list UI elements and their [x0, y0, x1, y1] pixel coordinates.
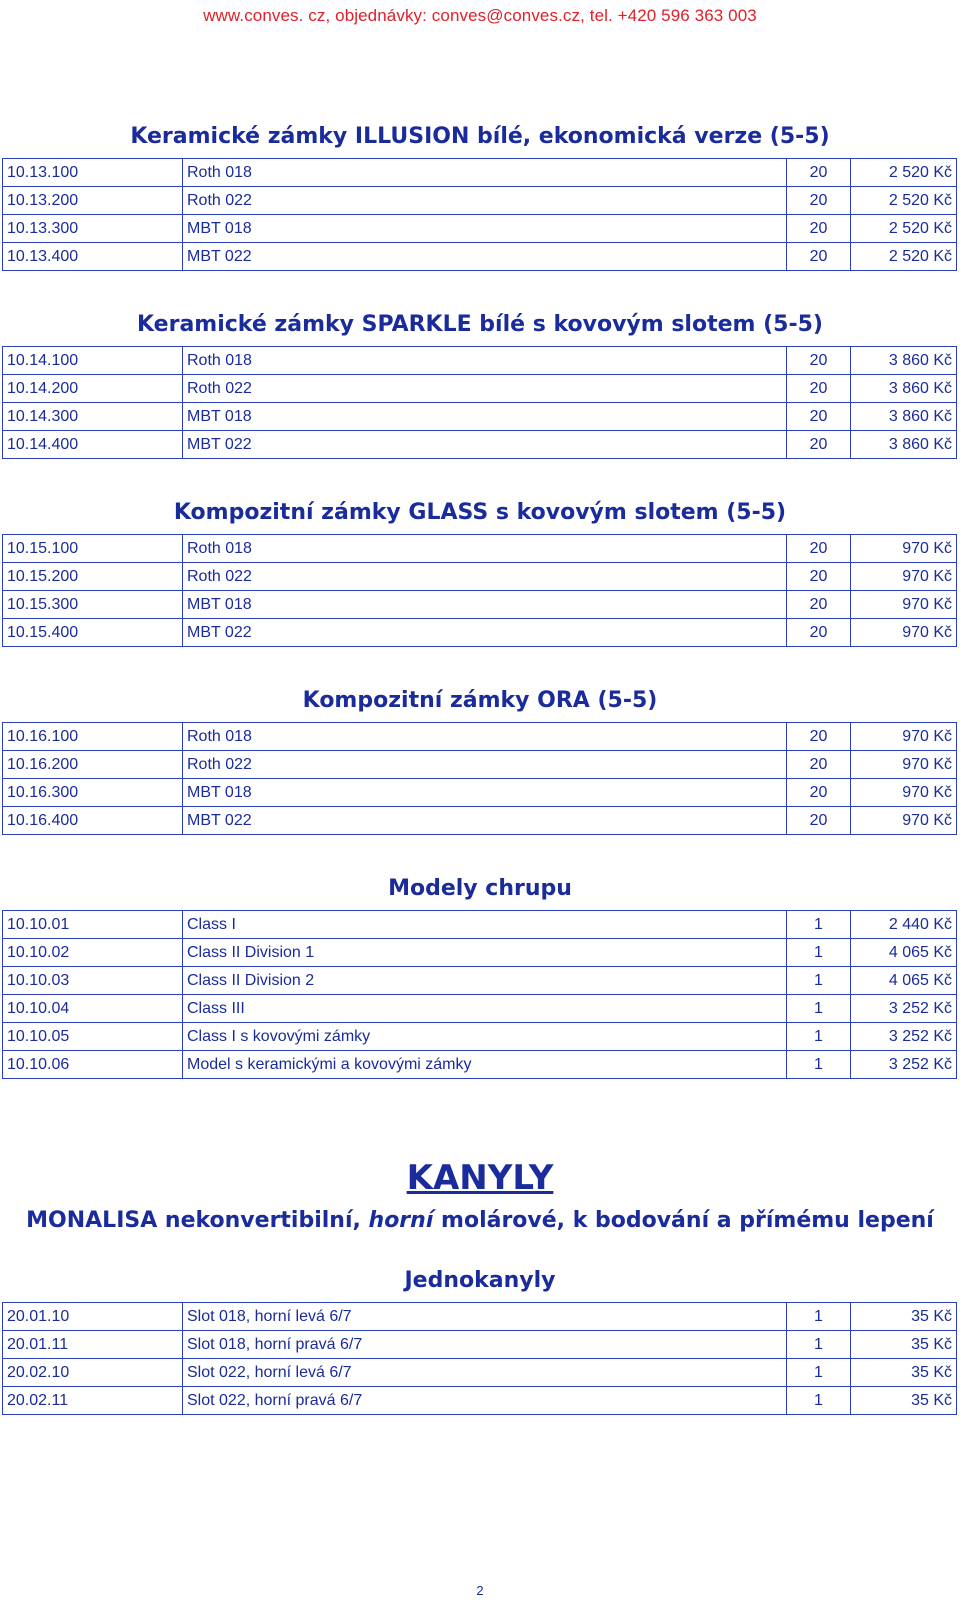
item-code: 10.15.200	[3, 563, 183, 591]
table-row	[3, 751, 957, 779]
item-description: Roth 022	[183, 563, 787, 591]
item-quantity: 20	[787, 347, 851, 375]
item-quantity: 1	[787, 1303, 851, 1331]
item-price: 2 520 Kč	[851, 159, 957, 187]
item-price: 970 Kč	[851, 535, 957, 563]
item-description: Slot 018, horní levá 6/7	[183, 1303, 787, 1331]
table-row	[3, 619, 957, 647]
item-description: Slot 018, horní pravá 6/7	[183, 1331, 787, 1359]
item-description: MBT 022	[183, 431, 787, 459]
item-code: 10.15.300	[3, 591, 183, 619]
item-code: 10.14.200	[3, 375, 183, 403]
contact-header: www.conves. cz, objednávky: conves@conves.cz, tel. +420 596 363 003	[203, 6, 757, 25]
item-description: MBT 018	[183, 779, 787, 807]
item-quantity: 20	[787, 243, 851, 271]
table-row	[3, 347, 957, 375]
item-price: 3 860 Kč	[851, 403, 957, 431]
item-code: 20.02.11	[3, 1387, 183, 1415]
item-code: 10.10.03	[3, 967, 183, 995]
item-quantity: 1	[787, 967, 851, 995]
kanyly-title: KANYLY	[406, 1158, 554, 1198]
item-description: Class I s kovovými zámky	[183, 1023, 787, 1051]
item-code: 10.13.200	[3, 187, 183, 215]
item-quantity: 1	[787, 911, 851, 939]
item-quantity: 20	[787, 723, 851, 751]
item-price: 970 Kč	[851, 563, 957, 591]
section-title-glass: Kompozitní zámky GLASS s kovovým slotem (5-5)	[173, 500, 787, 525]
item-price: 3 860 Kč	[851, 347, 957, 375]
table-row	[3, 995, 957, 1023]
table-row	[3, 1331, 957, 1359]
item-code: 10.16.200	[3, 751, 183, 779]
item-code: 10.14.100	[3, 347, 183, 375]
item-price: 35 Kč	[851, 1387, 957, 1415]
item-quantity: 1	[787, 1023, 851, 1051]
section-title-jednokanyly: Jednokanyly	[404, 1268, 556, 1293]
item-description: MBT 022	[183, 807, 787, 835]
item-price: 3 860 Kč	[851, 431, 957, 459]
item-price: 2 520 Kč	[851, 243, 957, 271]
item-quantity: 20	[787, 563, 851, 591]
item-quantity: 20	[787, 215, 851, 243]
item-price: 970 Kč	[851, 619, 957, 647]
table-row	[3, 723, 957, 751]
table-row	[3, 1303, 957, 1331]
item-quantity: 20	[787, 591, 851, 619]
item-description: Class II Division 2	[183, 967, 787, 995]
item-quantity: 1	[787, 1051, 851, 1079]
item-description: Model s keramickými a kovovými zámky	[183, 1051, 787, 1079]
price-table-glass	[2, 534, 957, 647]
table-row	[3, 807, 957, 835]
item-price: 2 520 Kč	[851, 215, 957, 243]
item-description: Slot 022, horní levá 6/7	[183, 1359, 787, 1387]
item-price: 3 860 Kč	[851, 375, 957, 403]
item-price: 970 Kč	[851, 591, 957, 619]
table-row	[3, 535, 957, 563]
item-code: 10.13.400	[3, 243, 183, 271]
item-code: 10.16.400	[3, 807, 183, 835]
item-description: MBT 018	[183, 591, 787, 619]
section-title-models: Modely chrupu	[388, 876, 572, 901]
item-price: 3 252 Kč	[851, 1051, 957, 1079]
item-description: Roth 022	[183, 751, 787, 779]
item-price: 35 Kč	[851, 1303, 957, 1331]
item-quantity: 20	[787, 619, 851, 647]
item-price: 2 520 Kč	[851, 187, 957, 215]
item-price: 970 Kč	[851, 723, 957, 751]
section-title-sparkle: Keramické zámky SPARKLE bílé s kovovým slotem (5-5)	[137, 312, 823, 337]
section-title-illusion: Keramické zámky ILLUSION bílé, ekonomická verze (5-5)	[130, 124, 830, 149]
table-row	[3, 159, 957, 187]
table-row	[3, 911, 957, 939]
item-code: 20.01.11	[3, 1331, 183, 1359]
table-row	[3, 779, 957, 807]
item-description: MBT 018	[183, 403, 787, 431]
item-code: 20.01.10	[3, 1303, 183, 1331]
item-quantity: 20	[787, 807, 851, 835]
item-code: 10.10.06	[3, 1051, 183, 1079]
item-code: 10.15.400	[3, 619, 183, 647]
item-description: Roth 018	[183, 347, 787, 375]
item-code: 10.10.04	[3, 995, 183, 1023]
price-table-ora	[2, 722, 957, 835]
item-description: Roth 018	[183, 535, 787, 563]
kanyly-subtitle-part1: MONALISA nekonvertibilní,	[26, 1208, 369, 1233]
item-code: 10.16.300	[3, 779, 183, 807]
item-code: 10.10.01	[3, 911, 183, 939]
table-row	[3, 375, 957, 403]
item-quantity: 1	[787, 939, 851, 967]
table-row	[3, 563, 957, 591]
table-row	[3, 1359, 957, 1387]
item-price: 4 065 Kč	[851, 967, 957, 995]
item-code: 10.13.300	[3, 215, 183, 243]
item-quantity: 20	[787, 751, 851, 779]
item-description: Class II Division 1	[183, 939, 787, 967]
item-code: 10.14.400	[3, 431, 183, 459]
item-price: 970 Kč	[851, 779, 957, 807]
item-description: MBT 022	[183, 619, 787, 647]
table-row	[3, 1023, 957, 1051]
item-price: 4 065 Kč	[851, 939, 957, 967]
item-quantity: 20	[787, 375, 851, 403]
item-quantity: 20	[787, 431, 851, 459]
price-table-models	[2, 910, 957, 1079]
item-price: 3 252 Kč	[851, 995, 957, 1023]
page-number: 2	[476, 1583, 484, 1598]
item-description: Roth 022	[183, 187, 787, 215]
item-description: Class I	[183, 911, 787, 939]
table-row	[3, 215, 957, 243]
item-quantity: 1	[787, 1359, 851, 1387]
kanyly-subtitle	[0, 1208, 960, 1233]
price-table-illusion	[2, 158, 957, 271]
table-row	[3, 187, 957, 215]
item-price: 35 Kč	[851, 1359, 957, 1387]
item-quantity: 1	[787, 1331, 851, 1359]
table-row	[3, 939, 957, 967]
item-quantity: 20	[787, 159, 851, 187]
item-price: 970 Kč	[851, 807, 957, 835]
price-table-jednokanyly	[2, 1302, 957, 1415]
item-price: 970 Kč	[851, 751, 957, 779]
table-row	[3, 591, 957, 619]
item-code: 10.13.100	[3, 159, 183, 187]
table-row	[3, 1051, 957, 1079]
table-row	[3, 967, 957, 995]
item-quantity: 20	[787, 187, 851, 215]
item-description: Roth 018	[183, 159, 787, 187]
section-title-ora: Kompozitní zámky ORA (5-5)	[302, 688, 658, 713]
kanyly-subtitle-italic: horní	[368, 1208, 434, 1233]
item-code: 20.02.10	[3, 1359, 183, 1387]
item-price: 3 252 Kč	[851, 1023, 957, 1051]
item-quantity: 20	[787, 779, 851, 807]
item-price: 35 Kč	[851, 1331, 957, 1359]
item-price: 2 440 Kč	[851, 911, 957, 939]
item-quantity: 20	[787, 403, 851, 431]
item-code: 10.15.100	[3, 535, 183, 563]
item-code: 10.16.100	[3, 723, 183, 751]
item-description: Slot 022, horní pravá 6/7	[183, 1387, 787, 1415]
item-description: Roth 022	[183, 375, 787, 403]
item-description: Class III	[183, 995, 787, 1023]
kanyly-subtitle-part2: molárové, k bodování a přímému lepení	[433, 1208, 934, 1233]
item-quantity: 1	[787, 1387, 851, 1415]
item-quantity: 20	[787, 535, 851, 563]
table-row	[3, 403, 957, 431]
table-row	[3, 1387, 957, 1415]
price-table-sparkle	[2, 346, 957, 459]
item-description: MBT 018	[183, 215, 787, 243]
item-code: 10.10.02	[3, 939, 183, 967]
item-quantity: 1	[787, 995, 851, 1023]
item-description: Roth 018	[183, 723, 787, 751]
item-code: 10.14.300	[3, 403, 183, 431]
item-code: 10.10.05	[3, 1023, 183, 1051]
item-description: MBT 022	[183, 243, 787, 271]
table-row	[3, 243, 957, 271]
table-row	[3, 431, 957, 459]
